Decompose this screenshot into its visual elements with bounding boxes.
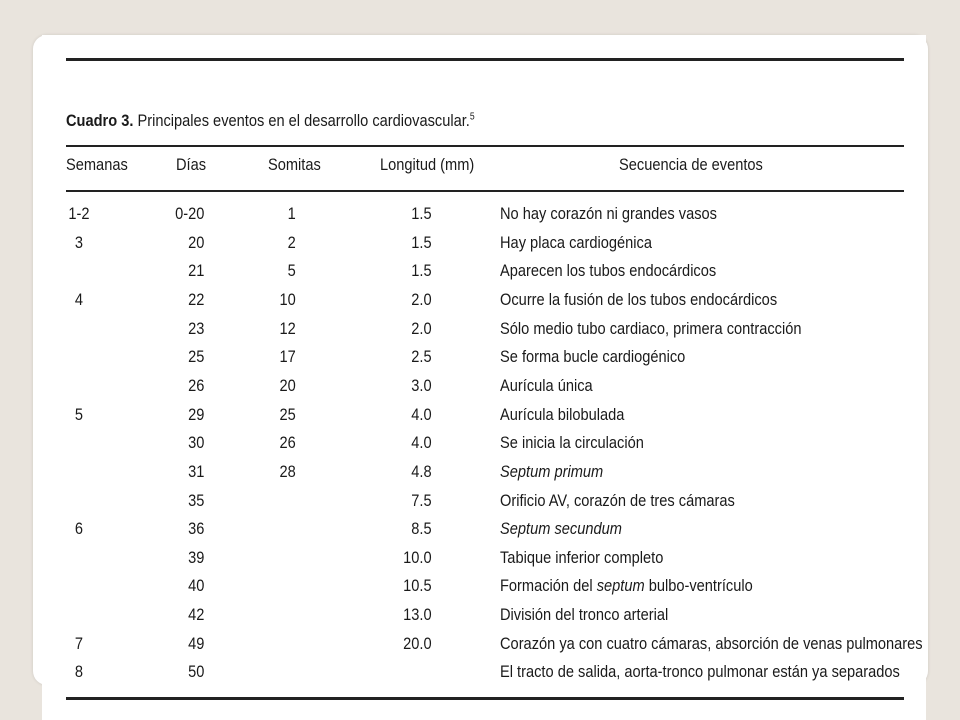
- cell-dias: 31: [188, 462, 205, 481]
- cell-longitud: 13.0: [403, 605, 432, 624]
- cell-somitas: 10: [279, 290, 296, 309]
- secuencia-text: Orificio AV, corazón de tres cámaras: [500, 491, 735, 510]
- cell-dias: 25: [188, 347, 205, 366]
- secuencia-text: Se forma bucle cardiogénico: [500, 347, 686, 366]
- secuencia-text: Formación del: [500, 576, 597, 595]
- secuencia-text: No hay corazón ni grandes vasos: [500, 204, 717, 223]
- cell-longitud: 4.0: [411, 433, 432, 452]
- cell-secuencia: [500, 491, 735, 511]
- table-top-rule: [66, 58, 904, 61]
- secuencia-text: bulbo-ventrículo: [644, 576, 753, 595]
- cell-somitas: 5: [287, 261, 296, 280]
- secuencia-text: El tracto de salida, aorta-tronco pulmonar están ya separados: [500, 662, 900, 681]
- cell-secuencia: [500, 347, 685, 367]
- cell-somitas: 12: [279, 319, 296, 338]
- cell-semanas: 1-2: [68, 204, 90, 223]
- cell-longitud: 4.8: [411, 462, 432, 481]
- cell-longitud: 20.0: [403, 634, 432, 653]
- cell-secuencia: [500, 290, 777, 310]
- secuencia-text: División del tronco arterial: [500, 605, 669, 624]
- header-bottom-rule: [66, 190, 904, 192]
- cell-longitud: 8.5: [411, 519, 432, 538]
- cell-dias: 36: [188, 519, 205, 538]
- caption-text: Principales eventos en el desarrollo cardiovascular.: [133, 111, 470, 130]
- cell-longitud: 7.5: [411, 491, 432, 510]
- secuencia-text: Aparecen los tubos endocárdicos: [500, 261, 717, 280]
- header-dias: Días: [176, 155, 207, 174]
- header-semanas: Semanas: [66, 155, 128, 174]
- cell-dias: 30: [188, 433, 205, 452]
- header-secuencia: Secuencia de eventos: [619, 155, 763, 174]
- cell-somitas: 20: [279, 376, 296, 395]
- cell-dias: 40: [188, 576, 205, 595]
- secuencia-text: Ocurre la fusión de los tubos endocárdicos: [500, 290, 778, 309]
- cell-somitas: 28: [279, 462, 296, 481]
- cell-longitud: 1.5: [411, 233, 432, 252]
- secuencia-text: Se inicia la circulación: [500, 433, 644, 452]
- cell-secuencia: [500, 405, 624, 425]
- cell-semanas: 7: [74, 634, 83, 653]
- caption-reference: 5: [469, 111, 475, 123]
- cell-dias: 35: [188, 491, 205, 510]
- cell-somitas: 25: [279, 405, 296, 424]
- cell-secuencia: [500, 662, 900, 682]
- cell-semanas: 6: [74, 519, 83, 538]
- cell-somitas: 2: [287, 233, 296, 252]
- cell-dias: 26: [188, 376, 205, 395]
- cell-secuencia: [500, 261, 716, 281]
- cell-longitud: 4.0: [411, 405, 432, 424]
- cell-secuencia: [500, 576, 753, 596]
- cell-dias: 23: [188, 319, 205, 338]
- cell-secuencia: [500, 233, 652, 253]
- caption-label: Cuadro 3.: [66, 111, 134, 130]
- cell-secuencia: [500, 433, 644, 453]
- secuencia-text: Tabique inferior completo: [500, 548, 664, 567]
- cell-secuencia: [500, 605, 668, 625]
- cell-dias: 42: [188, 605, 205, 624]
- cell-secuencia: [500, 519, 622, 539]
- cell-longitud: 2.5: [411, 347, 432, 366]
- cell-longitud: 10.0: [403, 548, 432, 567]
- secuencia-italic-text: Septum primum: [500, 462, 604, 481]
- cell-dias: 29: [188, 405, 205, 424]
- cell-dias: 50: [188, 662, 205, 681]
- cell-dias: 22: [188, 290, 205, 309]
- cell-dias: 21: [188, 261, 205, 280]
- cell-secuencia: [500, 319, 801, 339]
- cell-somitas: 26: [279, 433, 296, 452]
- cell-secuencia: [500, 376, 593, 396]
- cell-secuencia: [500, 634, 923, 654]
- cell-somitas: 17: [279, 347, 296, 366]
- cell-somitas: 1: [287, 204, 296, 223]
- cell-longitud: 2.0: [411, 319, 432, 338]
- header-somitas: Somitas: [268, 155, 321, 174]
- cell-dias: 0-20: [175, 204, 205, 223]
- cell-semanas: 8: [74, 662, 83, 681]
- cell-semanas: 4: [74, 290, 83, 309]
- cell-longitud: 1.5: [411, 204, 432, 223]
- header-longitud: Longitud (mm): [380, 155, 475, 174]
- cell-longitud: 1.5: [411, 261, 432, 280]
- cell-longitud: 10.5: [403, 576, 432, 595]
- secuencia-text: Corazón ya con cuatro cámaras, absorción de venas pulmonares: [500, 634, 923, 653]
- secuencia-italic-text: Septum secundum: [500, 519, 622, 538]
- cell-semanas: 3: [74, 233, 83, 252]
- table-caption: [66, 111, 475, 131]
- cell-dias: 20: [188, 233, 205, 252]
- secuencia-text: Sólo medio tubo cardiaco, primera contracción: [500, 319, 802, 338]
- header-top-rule: [66, 145, 904, 147]
- table-bottom-rule: [66, 697, 904, 700]
- cell-dias: 39: [188, 548, 205, 567]
- secuencia-italic-text: septum: [596, 576, 645, 595]
- secuencia-text: Aurícula única: [500, 376, 593, 395]
- cell-longitud: 3.0: [411, 376, 432, 395]
- cell-longitud: 2.0: [411, 290, 432, 309]
- cell-secuencia: [500, 462, 603, 482]
- secuencia-text: Aurícula bilobulada: [500, 405, 625, 424]
- cell-dias: 49: [188, 634, 205, 653]
- secuencia-text: Hay placa cardiogénica: [500, 233, 652, 252]
- cell-secuencia: [500, 548, 663, 568]
- cell-secuencia: [500, 204, 717, 224]
- cell-semanas: 5: [74, 405, 83, 424]
